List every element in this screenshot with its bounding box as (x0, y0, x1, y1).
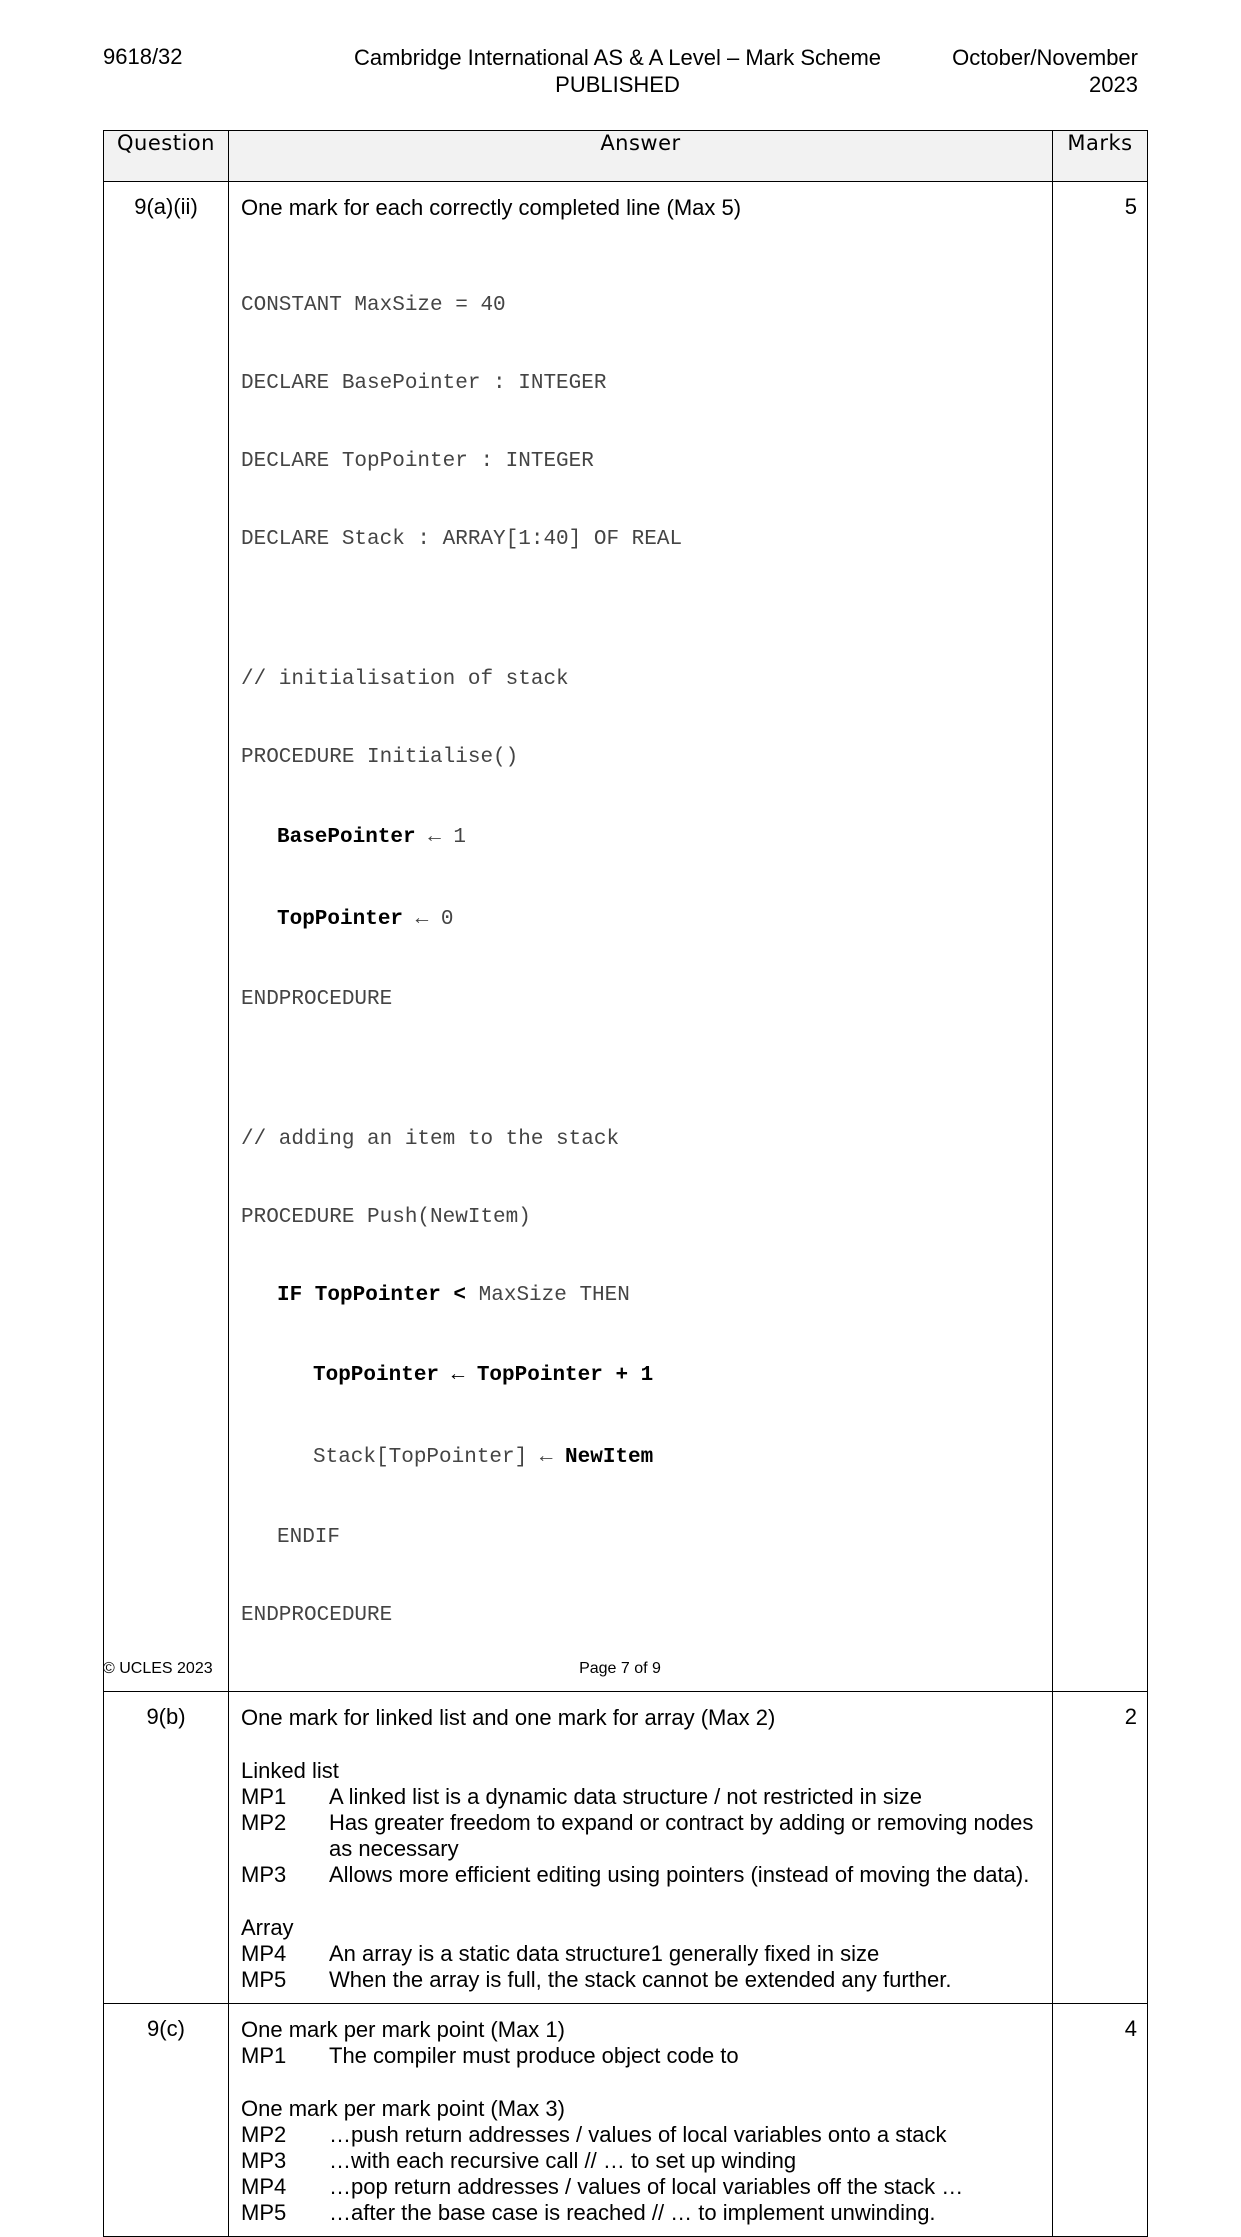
published-label: PUBLISHED (555, 72, 680, 97)
mark-point-text: An array is a static data structure1 generally fixed in size (329, 1941, 880, 1966)
code-line: DECLARE TopPointer : INTEGER (241, 450, 594, 473)
code-initialise (241, 615, 1040, 1065)
mark-point-id: MP1 (241, 2043, 287, 2068)
session-line-2: 2023 (1089, 72, 1138, 97)
page-number: Page 7 of 9 (579, 1660, 661, 1677)
mark-point (241, 2174, 1040, 2200)
answer-intro: One mark for each correctly completed line (Max 5) (241, 195, 742, 220)
code-line (241, 1283, 1040, 1309)
code-line: DECLARE Stack : ARRAY[1:40] OF REAL (241, 528, 683, 551)
mark-point-id: MP4 (241, 2174, 287, 2199)
mark-point-text: A linked list is a dynamic data structure / not restricted in size (329, 1784, 923, 1809)
mark-point-text: …with each recursive call // … to set up winding (329, 2148, 797, 2173)
mark-point-text: …pop return addresses / values of local variables off the stack … (329, 2174, 964, 2199)
mark-point-id: MP5 (241, 1967, 287, 1992)
mark-point (241, 2148, 1040, 2174)
code-line: PROCEDURE Push(NewItem) (241, 1206, 531, 1229)
code-line: ENDPROCEDURE (241, 988, 393, 1011)
code-line: ENDIF (277, 1526, 341, 1549)
title-line: Cambridge International AS & A Level – Mark Scheme (353, 45, 882, 70)
answer-token: IF TopPointer < (277, 1284, 467, 1307)
section-heading: Array (241, 1915, 294, 1940)
mark-point (241, 1810, 1040, 1862)
marks-value: 2 (1053, 1692, 1148, 2004)
answer-token: BasePointer (277, 826, 416, 849)
question-number: 9(a)(ii) (104, 182, 229, 1692)
mark-point-id: MP3 (241, 1862, 287, 1887)
table-row (104, 1692, 1148, 2004)
code-line (241, 1361, 1040, 1391)
table-row (104, 182, 1148, 1692)
answer-token: NewItem (565, 1446, 654, 1469)
code-text: Stack[TopPointer] ← (313, 1446, 566, 1469)
code-line: DECLARE BasePointer : INTEGER (241, 372, 607, 395)
mark-point-id: MP1 (241, 1784, 287, 1809)
mark-point (241, 2200, 1040, 2226)
mark-point (241, 1862, 1040, 1888)
code-comment: // adding an item to the stack (241, 1128, 620, 1151)
mark-point-id: MP3 (241, 2148, 287, 2173)
answer-intro: One mark per mark point (Max 3) (241, 2096, 565, 2121)
code-text: MaxSize THEN (466, 1284, 630, 1307)
mark-point-text: …push return addresses / values of local variables onto a stack (329, 2122, 947, 2147)
marks-column-header: Marks (1053, 131, 1148, 182)
exam-session (952, 44, 1138, 98)
mark-point-text: Allows more efficient editing using pointers (instead of moving the data). (329, 1862, 1030, 1887)
answer-intro: One mark per mark point (Max 1) (241, 2017, 565, 2042)
mark-point-text: …after the base case is reached // … to implement unwinding. (329, 2200, 936, 2225)
code-text: ← 1 (415, 826, 467, 849)
copyright: © UCLES 2023 (103, 1660, 213, 1677)
answer-cell (229, 182, 1053, 1692)
code-line: ENDPROCEDURE (241, 1604, 393, 1627)
question-column-header: Question (104, 131, 229, 182)
answer-token: TopPointer ← TopPointer + 1 (313, 1364, 654, 1387)
mark-point-id: MP4 (241, 1941, 287, 1966)
mark-point-text: Has greater freedom to expand or contract by adding or removing nodes as necessary (329, 1810, 1034, 1861)
code-comment: // initialisation of stack (241, 668, 569, 691)
marks-value: 4 (1053, 2004, 1148, 2237)
table-row (104, 2004, 1148, 2237)
table-header-row (104, 131, 1148, 182)
code-declarations (241, 241, 1040, 605)
paper-code: 9618/32 (103, 44, 183, 69)
answer-cell (229, 1692, 1053, 2004)
mark-point-id: MP2 (241, 2122, 287, 2147)
mark-point (241, 2043, 1040, 2069)
mark-point-id: MP2 (241, 1810, 287, 1835)
mark-point (241, 1941, 1040, 1967)
code-line (241, 823, 1040, 853)
code-line: CONSTANT MaxSize = 40 (241, 294, 506, 317)
mark-scheme-table (103, 130, 1148, 2237)
session-line-1: October/November (952, 45, 1138, 70)
code-line (241, 1443, 1040, 1473)
mark-point (241, 1784, 1040, 1810)
answer-token: TopPointer (277, 908, 404, 931)
mark-point-id: MP5 (241, 2200, 287, 2225)
answer-intro: One mark for linked list and one mark for array (Max 2) (241, 1705, 776, 1730)
section-heading: Linked list (241, 1758, 339, 1783)
mark-point-text: The compiler must produce object code to (329, 2043, 739, 2068)
code-line (241, 905, 1040, 935)
mark-point-text: When the array is full, the stack cannot be extended any further. (329, 1967, 952, 1992)
marks-value: 5 (1053, 182, 1148, 1692)
question-number: 9(c) (104, 2004, 229, 2237)
answer-cell (229, 2004, 1053, 2237)
mark-point (241, 2122, 1040, 2148)
code-push (241, 1075, 1040, 1681)
question-number: 9(b) (104, 1692, 229, 2004)
answer-column-header: Answer (229, 131, 1053, 182)
code-text: ← 0 (403, 908, 454, 931)
document-title (330, 44, 905, 98)
code-line: PROCEDURE Initialise() (241, 746, 519, 769)
mark-point (241, 1967, 1040, 1993)
